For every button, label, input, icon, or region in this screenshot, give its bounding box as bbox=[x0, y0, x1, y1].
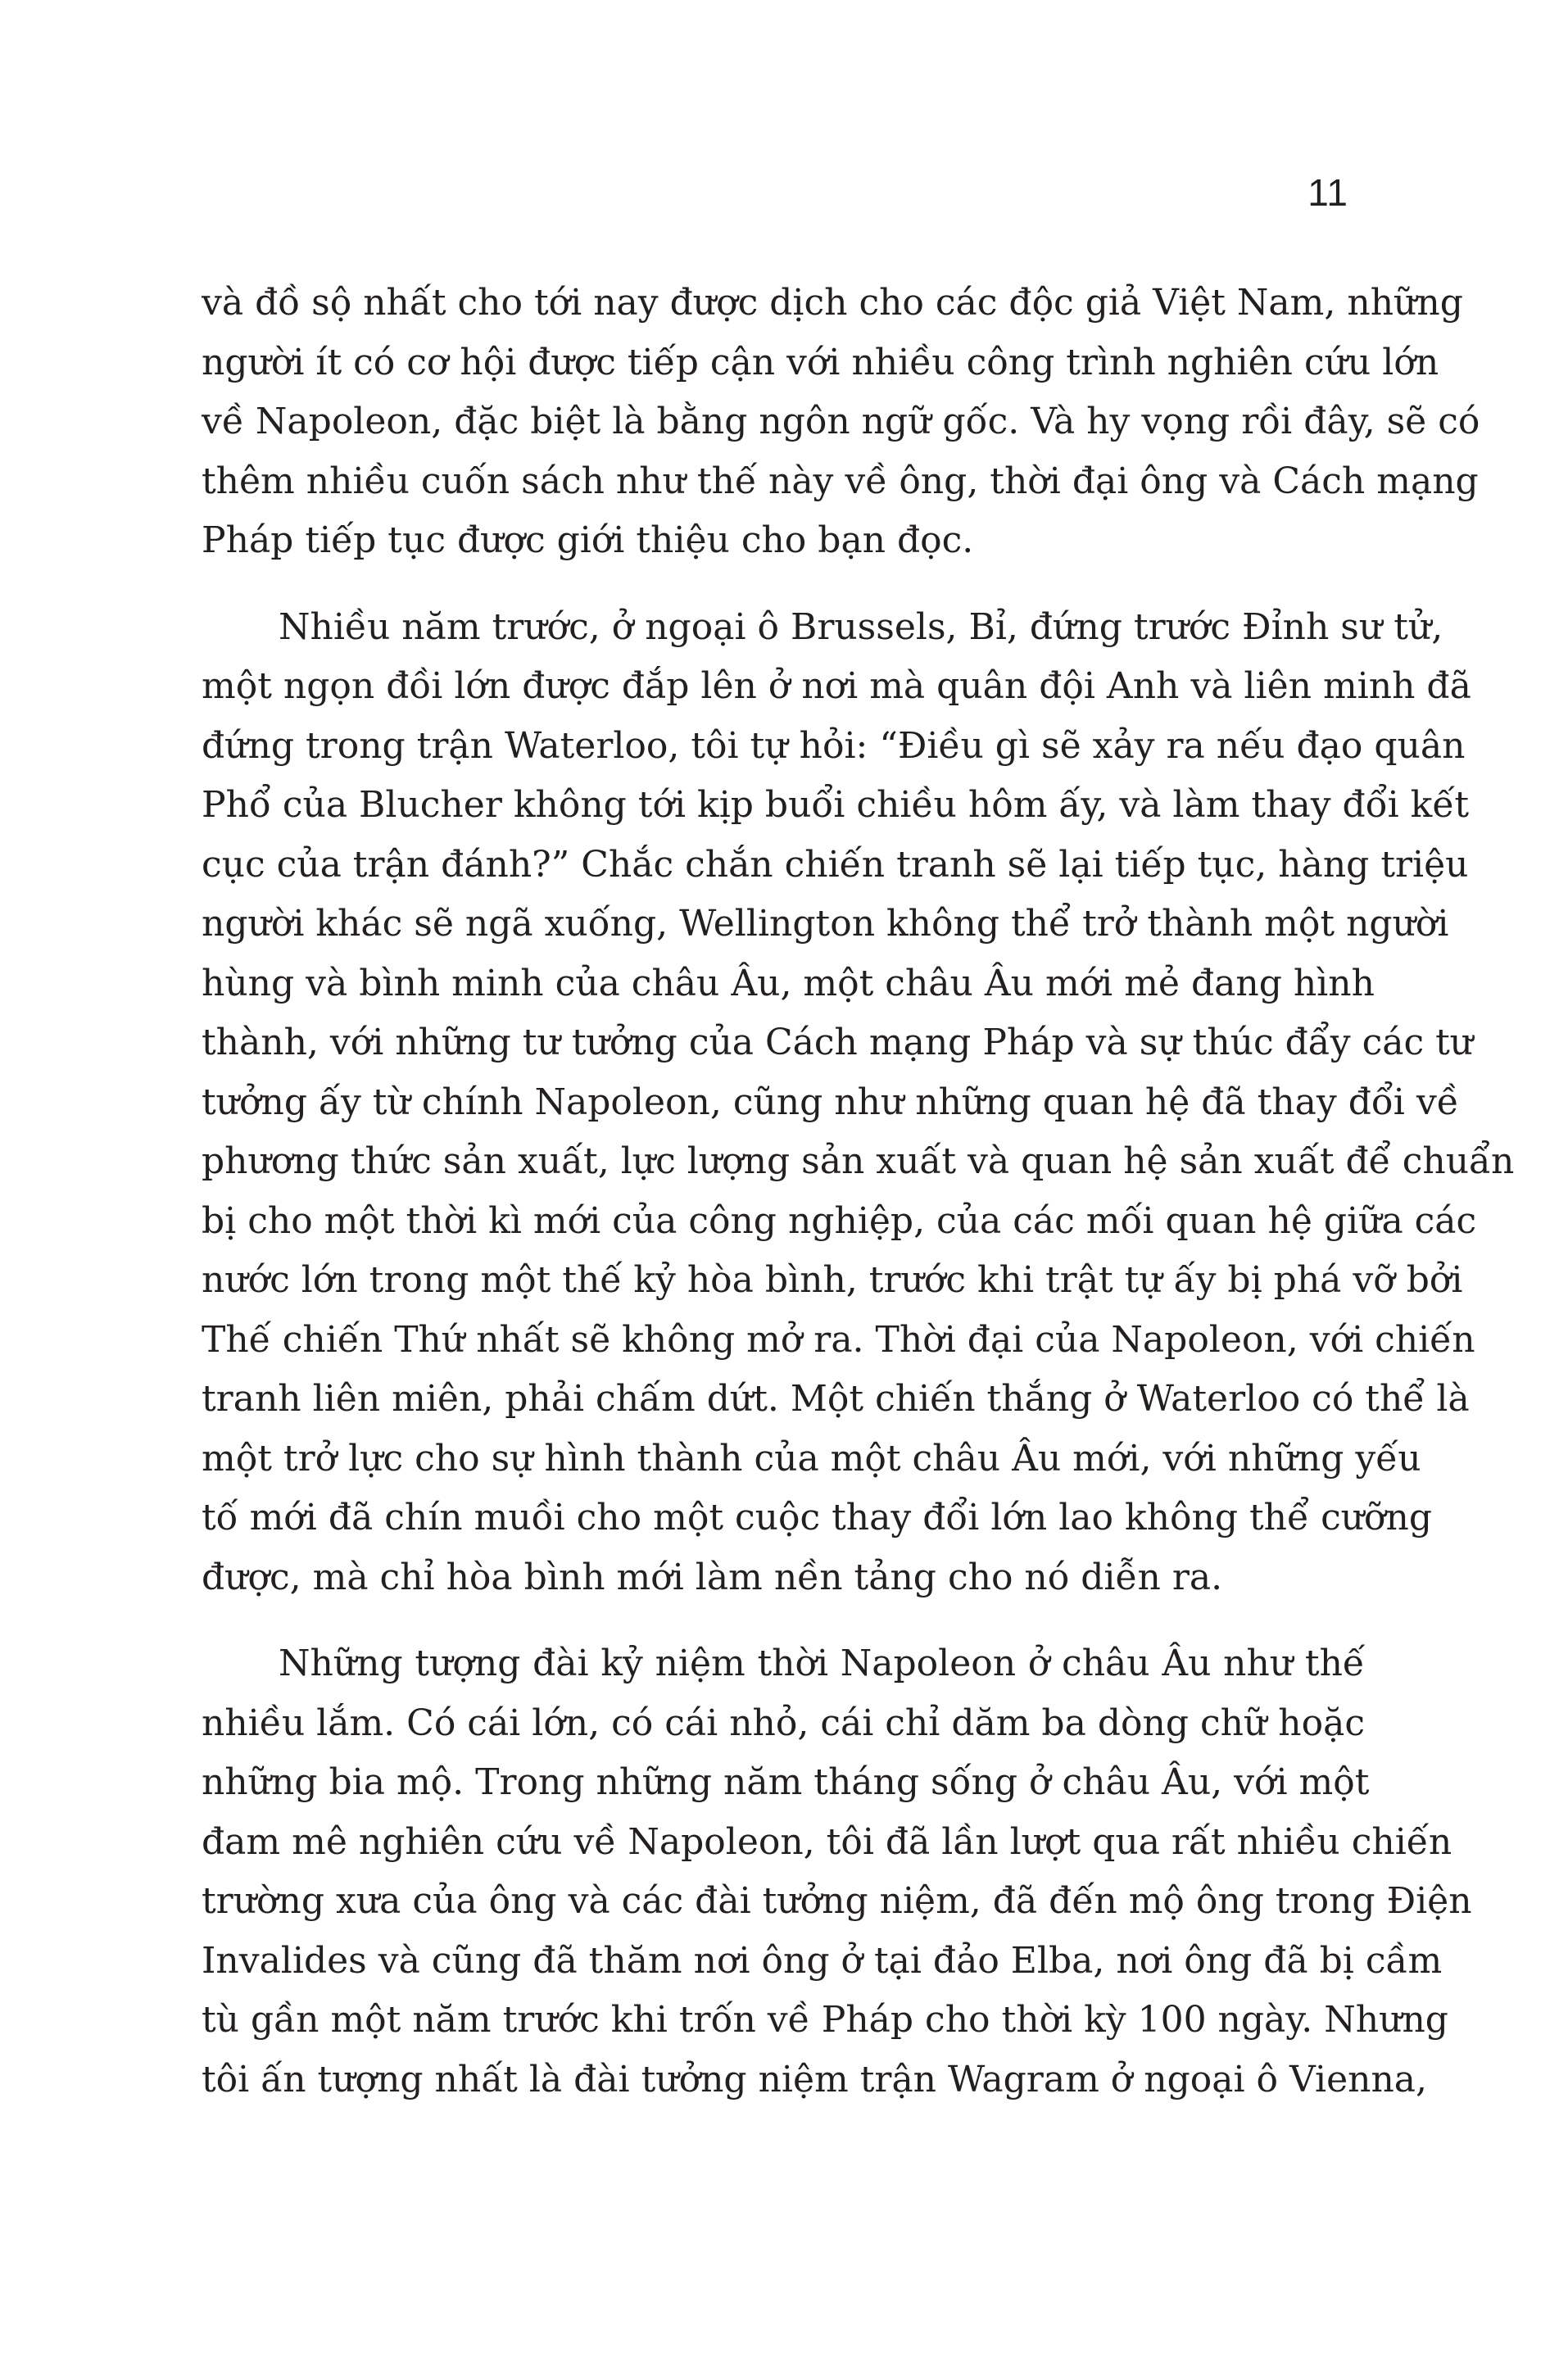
text-line: người khác sẽ ngã xuống, Wellington không thể trở thành một người bbox=[202, 903, 1449, 945]
text-line: người ít có cơ hội được tiếp cận với nhiều công trình nghiên cứu lớn bbox=[202, 341, 1439, 383]
body-text bbox=[202, 274, 1515, 2109]
paragraph-gap bbox=[202, 571, 1365, 598]
page-number: 11 bbox=[1307, 171, 1348, 214]
text-line: tố mới đã chín muồi cho một cuộc thay đổi lớn lao không thể cưỡng bbox=[202, 1497, 1433, 1539]
text-line: thành, với những tư tưởng của Cách mạng Pháp và sự thúc đẩy các tư bbox=[202, 1022, 1474, 1063]
text-line: và đồ sộ nhất cho tới nay được dịch cho các độc giả Việt Nam, những bbox=[202, 282, 1463, 324]
text-line: bị cho một thời kì mới của công nghiệp, của các mối quan hệ giữa các bbox=[202, 1199, 1477, 1242]
text-line: đứng trong trận Waterloo, tôi tự hỏi: “Điều gì sẽ xảy ra nếu đạo quân bbox=[202, 724, 1466, 767]
text-line: trường xưa của ông và các đài tưởng niệm, đã đến mộ ông trong Điện bbox=[202, 1880, 1472, 1922]
text-line: Nhiều năm trước, ở ngoại ô Brussels, Bỉ, đứng trước Đỉnh sư tử, bbox=[279, 605, 1443, 648]
paragraph-2 bbox=[202, 598, 1515, 1608]
text-line: một trở lực cho sự hình thành của một châu Âu mới, với những yếu bbox=[202, 1437, 1421, 1480]
text-line: Những tượng đài kỷ niệm thời Napoleon ở châu Âu như thế bbox=[279, 1643, 1365, 1684]
text-line: Thế chiến Thứ nhất sẽ không mở ra. Thời đại của Napoleon, với chiến bbox=[202, 1318, 1475, 1361]
text-line: thêm nhiều cuốn sách như thế này về ông, thời đại ông và Cách mạng bbox=[202, 460, 1479, 502]
text-line: Invalides và cũng đã thăm nơi ông ở tại đảo Elba, nơi ông đã bị cầm bbox=[202, 1939, 1443, 1982]
text-line: một ngọn đồi lớn được đắp lên ở nơi mà quân đội Anh và liên minh đã bbox=[202, 665, 1471, 707]
text-line: về Napoleon, đặc biệt là bằng ngôn ngữ gốc. Và hy vọng rồi đây, sẽ có bbox=[202, 401, 1480, 442]
paragraph-gap bbox=[202, 1607, 1365, 1634]
paragraph-3 bbox=[202, 1634, 1472, 2109]
text-line: tù gần một năm trước khi trốn về Pháp cho thời kỳ 100 ngày. Nhưng bbox=[202, 1999, 1448, 2041]
text-line: nhiều lắm. Có cái lớn, có cái nhỏ, cái chỉ dăm ba dòng chữ hoặc bbox=[202, 1702, 1365, 1744]
text-line: Pháp tiếp tục được giới thiệu cho bạn đọc. bbox=[202, 519, 974, 561]
text-line: nước lớn trong một thế kỷ hòa bình, trước khi trật tự ấy bị phá vỡ bởi bbox=[202, 1259, 1463, 1301]
paragraph-1 bbox=[202, 274, 1480, 571]
text-line: Phổ của Blucher không tới kịp buổi chiều hôm ấy, và làm thay đổi kết bbox=[202, 784, 1470, 826]
text-line: phương thức sản xuất, lực lượng sản xuất và quan hệ sản xuất để chuẩn bbox=[202, 1140, 1515, 1182]
text-line: được, mà chỉ hòa bình mới làm nền tảng cho nó diễn ra. bbox=[202, 1556, 1223, 1598]
text-line: tôi ấn tượng nhất là đài tưởng niệm trận Wagram ở ngoại ô Vienna, bbox=[202, 2058, 1428, 2100]
text-line: cục của trận đánh?” Chắc chắn chiến tranh sẽ lại tiếp tục, hàng triệu bbox=[202, 843, 1469, 886]
text-line: tưởng ấy từ chính Napoleon, cũng như những quan hệ đã thay đổi về bbox=[202, 1081, 1459, 1123]
text-line: đam mê nghiên cứu về Napoleon, tôi đã lần lượt qua rất nhiều chiến bbox=[202, 1820, 1452, 1863]
text-line: tranh liên miên, phải chấm dứt. Một chiến thắng ở Waterloo có thể là bbox=[202, 1378, 1470, 1420]
text-line: những bia mộ. Trong những năm tháng sống ở châu Âu, với một bbox=[202, 1761, 1370, 1803]
text-line: hùng và bình minh của châu Âu, một châu Âu mới mẻ đang hình bbox=[202, 962, 1375, 1004]
